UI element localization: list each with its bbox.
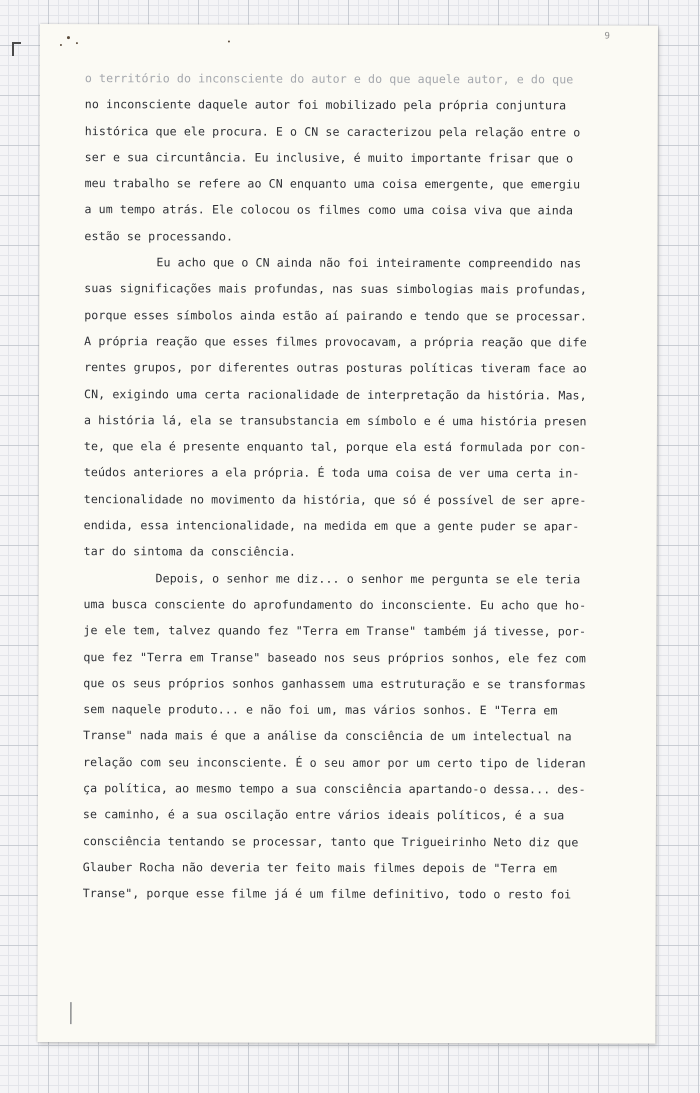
text-line: que os seus próprios sonhos ganhassem uma estruturação e se transformas	[83, 675, 586, 692]
text-line: ça política, ao mesmo tempo a sua consciência apartando-o dessa... des-	[82, 781, 586, 797]
text-line: CN, exigindo uma certa racionalidade de interpretação da história. Mas,	[84, 386, 587, 402]
ink-speck	[67, 36, 70, 39]
text-line: o território do inconsciente do autor e do que aquele autor, e do que	[84, 71, 574, 87]
text-line: consciência tentando se processar, tanto que Trigueirinho Neto diz que	[82, 833, 579, 850]
paragraph-first-line: Eu acho que o CN ainda não foi inteiramente compreendido nas	[156, 255, 582, 271]
text-line: a história lá, ela se transubstancia em símbolo e é uma história presen	[83, 412, 587, 429]
text-line: sem naquele produto... e não foi um, mas vários sonhos. E "Terra em	[83, 702, 558, 718]
text-line: rentes grupos, por diferentes outras posturas políticas tiveram face ao	[84, 360, 587, 376]
text-line: te, que ela é presente enquanto tal, porque ela está formulada por con-	[83, 439, 587, 455]
corner-ink-mark	[12, 42, 21, 56]
text-line: a um tempo atrás. Ele colocou os filmes como uma coisa viva que ainda	[84, 202, 574, 218]
text-line: uma busca consciente do aprofundamento do inconsciente. Eu acho que ho-	[83, 597, 587, 613]
text-line: porque esses símbolos ainda estão aí pairando e tendo que se processar.	[84, 307, 587, 324]
text-line: Transe", porque esse filme já é um filme definitivo, todo o resto foi	[82, 886, 572, 902]
page-number: 9	[604, 31, 610, 42]
text-line: endida, essa intencionalidade, na medida em que a gente puder se apar-	[83, 518, 580, 534]
text-line: tencionalidade no movimento da história, que só é possível de ser apre-	[83, 491, 587, 508]
typed-page	[37, 24, 658, 1044]
text-line: ser e sua circuntância. Eu inclusive, é muito importante frisar que o	[84, 150, 574, 166]
text-line: suas significações mais profundas, nas suas simbologias mais profundas,	[84, 281, 588, 297]
ink-stroke	[70, 1002, 71, 1024]
text-line: Glauber Rocha não deveria ter feito mais filmes depois de "Terra em	[82, 860, 558, 876]
text-line: se caminho, é a sua oscilação entre vários ideais políticos, é a sua	[82, 807, 565, 823]
ink-speck	[228, 40, 230, 42]
text-line: A própria reação que esses filmes provocavam, a própria reação que dife	[84, 334, 587, 350]
text-line: je ele tem, talvez quando fez "Terra em Transe" também já tivesse, por-	[83, 623, 587, 639]
typed-text-body	[83, 65, 605, 908]
text-line: histórica que ele procura. E o CN se caracterizou pela relação entre o	[84, 123, 581, 140]
ink-speck	[76, 42, 78, 44]
ink-speck	[60, 44, 62, 46]
text-line: meu trabalho se refere ao CN enquanto uma coisa emergente, que emergiu	[84, 176, 581, 192]
text-line: estão se processando.	[84, 228, 234, 244]
text-line: relação com seu inconsciente. É o seu amor por um certo tipo de lideran	[83, 754, 586, 771]
text-line: tar do sintoma da consciência.	[83, 544, 297, 560]
paragraph-first-line: Depois, o senhor me diz... o senhor me pergunta se ele teria	[155, 570, 581, 587]
text-line: Transe" nada mais é que a análise da consciência de um intelectual na	[83, 728, 572, 744]
text-line: teúdos anteriores a ela própria. É toda uma coisa de ver uma certa in-	[83, 465, 580, 481]
text-line: que fez "Terra em Transe" baseado nos seus próprios sonhos, ele fez com	[83, 649, 587, 665]
text-line: no inconsciente daquele autor foi mobilizado pela própria conjuntura	[84, 97, 567, 113]
